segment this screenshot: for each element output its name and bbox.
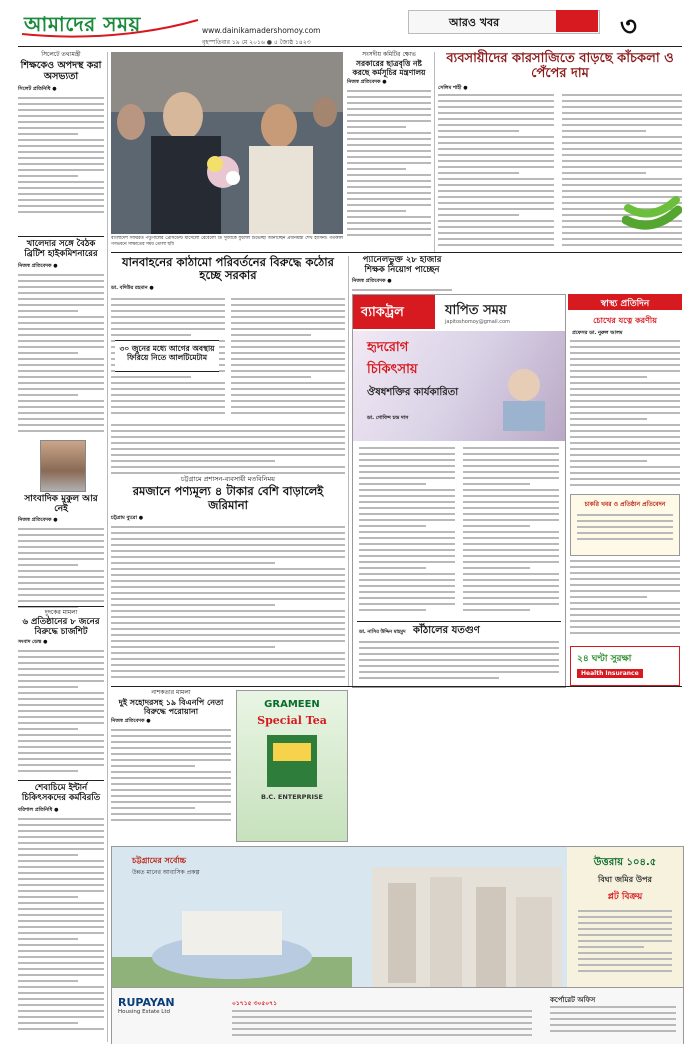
elderly-person-image — [489, 361, 559, 431]
article-body — [18, 274, 104, 434]
ad-jajpito-footer-body — [359, 641, 559, 681]
price-box-line1: উত্তরায় ১০৪.৫ — [593, 857, 657, 868]
property-banner-title: চট্টগ্রামের সর্বোচ্চ — [132, 856, 187, 865]
article-headline: সরকারের ছাত্রবৃত্তি নষ্ট করছে কর্মসূচির মন্ত্রণালয় — [352, 58, 426, 77]
ad-grameen-product: Special Tea — [257, 714, 327, 727]
hotline-ad[interactable] — [570, 646, 680, 686]
lead-photo — [111, 52, 343, 234]
page-number: ৩ — [620, 12, 637, 42]
article-headline: রমজানে পণ্যমূল্য ৪ টাকার বেশি বাড়ালেই জরিমানা — [132, 484, 324, 512]
article-kicker: দুদকের মামলা — [44, 609, 78, 616]
article-byline: বরিশাল প্রতিনিধি ● — [18, 806, 59, 813]
masthead-logo — [20, 10, 200, 40]
article-headline: শেবাচিমে ইন্টার্ন চিকিৎসকদের কর্মবিরতি — [21, 783, 101, 803]
logo-text: আমাদের সময় — [24, 12, 141, 36]
article-obituary — [18, 494, 104, 604]
column-divider — [434, 52, 435, 252]
divider — [111, 252, 682, 253]
obituary-photo — [40, 440, 86, 492]
article-byline: নিজস্ব প্রতিবেদক ● — [18, 262, 58, 269]
price-box-line2: বিঘা জমির উপর — [598, 875, 652, 884]
article-byline: সংবাদ ডেস্ক ● — [18, 639, 48, 646]
divider — [18, 606, 104, 607]
rupayan-footer — [112, 987, 683, 1044]
article-byline: সেলিম শাহী ● — [438, 84, 468, 91]
article-headline: খালেদার সঙ্গে বৈঠক ব্রিটিশ হাইকমিশনারের — [24, 239, 98, 259]
ad-jajpito-tagline: যাপিত সময় — [445, 303, 507, 318]
lead-photo-caption: বাংলাদেশ সফররত পর্তুগালের প্রেসিডেন্ট মার্সেলো রেবেলো ডি সুজাকে ফুলেল শুভেচ্ছা জানাচ্ছেন প্রধানমন্ত্রী শেখ হাসিনা। গতকাল গণভবনে সাক্ষাতের সময় তোলা ছবি — [111, 236, 343, 247]
ad-jajpito-byline: ডা. গোবিন্দ চন্দ্র দাস — [367, 415, 409, 421]
divider — [18, 236, 104, 237]
health-header-text: স্বাস্থ্য প্রতিদিন — [600, 299, 650, 309]
article-byline: সিলেট প্রতিনিধি ● — [18, 85, 57, 92]
masthead-rule — [18, 46, 682, 47]
section-label-text: আরও খবর — [449, 16, 500, 29]
rupayan-logo — [118, 996, 218, 1036]
hotline-caption: ২৪ ঘণ্টা সুরক্ষা — [577, 654, 632, 664]
divider — [18, 780, 104, 781]
ad-grameen-brand: GRAMEEN — [264, 699, 320, 710]
website-url[interactable]: www.dainikamadershomoy.com — [202, 26, 321, 35]
rupayan-sub: Housing Estate Ltd — [118, 1009, 170, 1015]
article-traders — [438, 52, 682, 252]
property-banner-sub: উন্নত মানের আবাসিক প্রকল্প — [132, 869, 200, 876]
rupayan-contacts — [232, 1010, 532, 1040]
article-headline: ৬ প্রতিষ্ঠানের ৮ জনের বিরুদ্ধে চার্জশিট — [22, 616, 100, 637]
ad-jajpito-heading1: হৃদরোগ — [367, 340, 409, 355]
ad-jajpito-heading2: চিকিৎসায় — [367, 362, 418, 377]
article-khaleda — [18, 240, 104, 430]
article-kicker: চট্টগ্রামে প্রশাসন-ব্যবসায়ী মতবিনিময় — [181, 475, 275, 483]
health-header — [568, 294, 682, 310]
rupayan-brand: RUPAYAN — [118, 996, 175, 1009]
article-ramadan — [111, 476, 345, 686]
article-kicker: সংসদীয় কমিটির ক্ষোভ — [362, 51, 416, 58]
price-box-line3: প্লট বিক্রয় — [607, 892, 643, 902]
article-body — [18, 97, 104, 217]
article-byline: ডা. বদিউর রহমান ● — [111, 285, 154, 292]
health-body — [570, 340, 680, 490]
health-ad-box[interactable] — [570, 494, 680, 556]
article-kicker: সিলেটে তথ্যমন্ত্রী — [41, 51, 81, 58]
column-divider — [348, 256, 349, 686]
ad-grameen-sub: B.C. ENTERPRISE — [261, 793, 323, 801]
pull-quote — [115, 340, 219, 372]
article-headline: ব্যবসায়ীদের কারসাজিতে বাড়ছে কাঁচকলা ও পেঁপের দাম — [446, 51, 674, 81]
ad-jajpito-footer: কাঁঠালের যতগুণ — [413, 625, 480, 636]
ad-jajpito-brand-text: ব্যাকট্রল — [361, 305, 404, 320]
article-headline: দুই সহোদরসহ ১৯ বিএনপি নেতা বিরুদ্ধে পরোয়ানা — [118, 697, 224, 717]
article-brothers — [111, 690, 231, 840]
article-intern — [18, 784, 104, 1044]
price-box-details — [578, 910, 672, 980]
ad-jajpito-heading3: ঔষধশক্তির কার্যকারিতা — [367, 387, 459, 398]
article-body — [438, 94, 554, 254]
article-byline: চট্টগ্রাম ব্যুরো ● — [111, 514, 144, 521]
article-byline: নিজস্ব প্রতিবেদক ● — [347, 79, 387, 86]
article-body — [18, 528, 104, 608]
article-headline: প্যানেলভুক্ত ২৮ হাজার শিক্ষক নিয়োগ পাচ্ছেন — [362, 255, 442, 275]
ad-grameen-tea[interactable] — [236, 690, 348, 842]
divider — [357, 621, 561, 622]
article-body — [347, 90, 431, 240]
article-sylhet — [18, 52, 104, 232]
article-students — [347, 52, 431, 252]
date-line: বৃহস্পতিবার ১৯ মে ২০১৬ ● ৫ জ্যৈষ্ঠ ১৪২৩ — [202, 39, 311, 46]
article-body — [18, 818, 104, 1038]
rupayan-phones[interactable]: ০১৭১৫ ৩০৫০৭১ — [232, 1000, 277, 1007]
ad-jajpito-image — [353, 331, 565, 441]
lead-photo-illustration — [111, 52, 343, 234]
health-ad-box-lines — [577, 514, 673, 544]
article-byline: নিজস্ব প্রতিবেদক ● — [18, 516, 58, 523]
article-body — [18, 650, 104, 775]
health-kicker: চোখের যত্নে করণীয় — [593, 316, 657, 325]
article-body — [111, 526, 345, 681]
article-kicker: নাশকতার মামলা — [151, 689, 191, 696]
health-ad-box-text: চাকরি খবর ও প্রতিষ্ঠান প্রতিবেদন — [584, 501, 666, 508]
article-headline: শিক্ষকেও অপদস্থ করা অসভ্যতা — [20, 59, 102, 82]
health-byline: প্রফেসর ডা. নুরুল আলম — [572, 330, 623, 336]
tea-packet-image — [237, 731, 347, 791]
ad-jajpito[interactable] — [352, 294, 566, 688]
article-chargesheet — [18, 610, 104, 780]
green-banana-image — [622, 190, 682, 232]
ad-jajpito-body — [359, 447, 455, 617]
ad-property[interactable] — [111, 846, 684, 1044]
article-headline: যানবাহনের কাঠামো পরিবর্তনের বিরুদ্ধে কঠোর হচ্ছে সরকার — [122, 255, 334, 283]
insurance-label: Health Insurance — [577, 669, 643, 678]
ad-jajpito-brand — [353, 295, 435, 329]
masthead — [8, 6, 692, 46]
divider — [111, 686, 682, 687]
pull-quote-text: ৩০ জুনের মধ্যে আগের অবস্থায় ফিরিয়ে নিতে আলটিমেটাম — [119, 344, 215, 362]
article-body — [111, 424, 345, 474]
article-body — [111, 729, 231, 829]
health-body — [570, 560, 680, 640]
article-body — [231, 298, 345, 418]
rupayan-office: কর্পোরেট অফিস — [550, 996, 596, 1004]
article-byline: নিজস্ব প্রতিবেদক ● — [352, 277, 392, 284]
column-divider — [107, 52, 108, 1042]
health-panel — [568, 294, 682, 686]
price-box — [572, 851, 678, 983]
ad-jajpito-body — [463, 447, 559, 617]
article-byline: নিজস্ব প্রতিবেদক ● — [111, 718, 151, 725]
ad-jajpito-email[interactable]: japitoshomoy@gmail.com — [445, 319, 510, 325]
section-red-tab — [556, 10, 598, 32]
article-headline: সাংবাদিক মুকুল আর নেই — [24, 494, 98, 515]
ad-jajpito-footer-byline: ডা. নাসির উদ্দিন মাহমুদ — [359, 630, 406, 635]
rupayan-office-address — [550, 1006, 676, 1040]
